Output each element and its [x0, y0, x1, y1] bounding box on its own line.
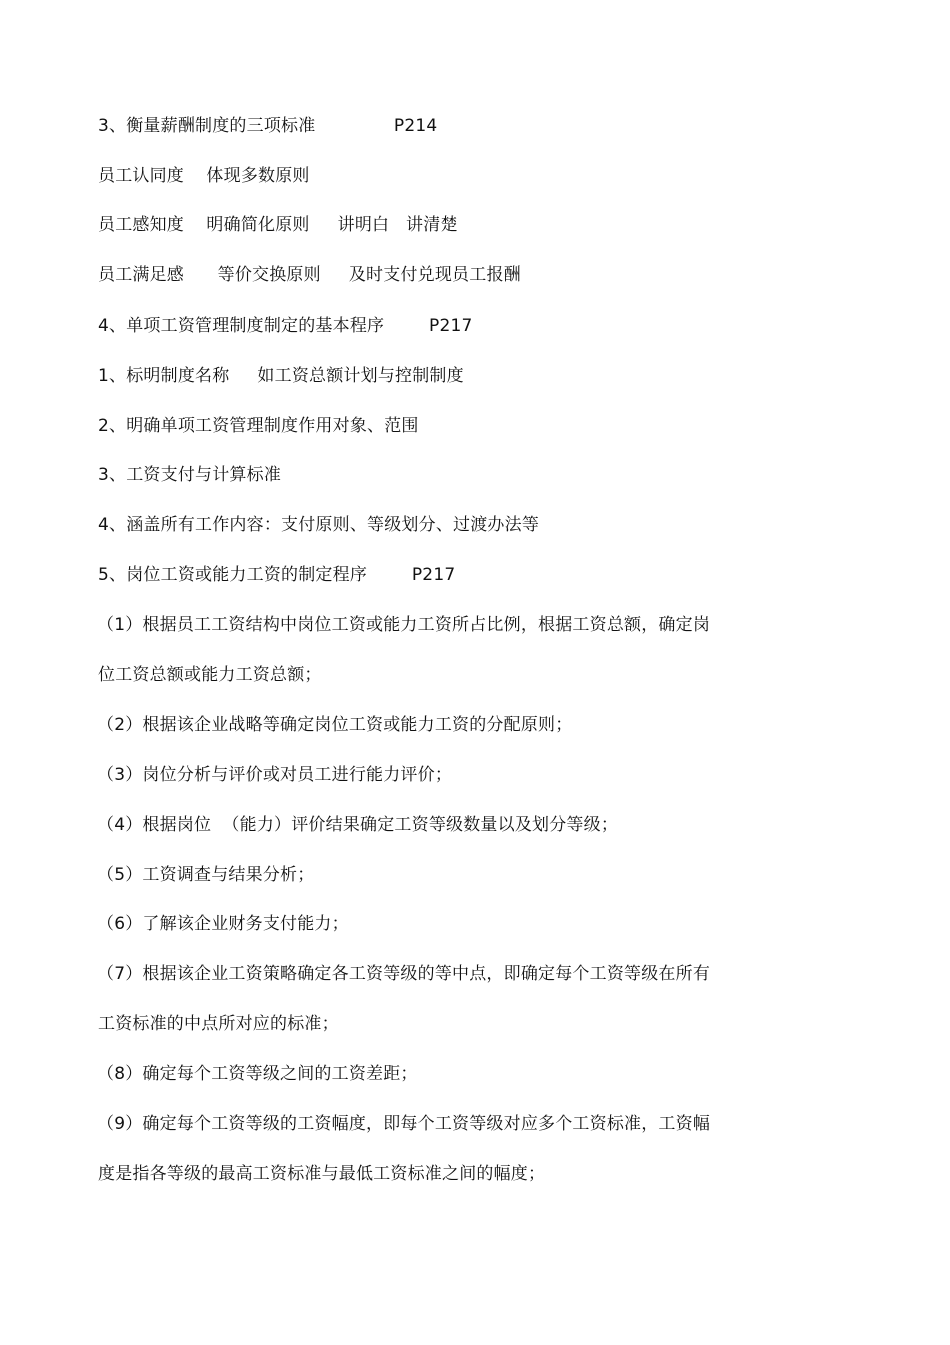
text-line: 员工满足感 等价交换原则 及时支付兑现员工报酬	[98, 265, 521, 285]
heading-position-wage-procedure: 5、岗位工资或能力工资的制定程序 P217	[98, 565, 456, 585]
heading-salary-system-criteria: 3、衡量薪酬制度的三项标准 P214	[98, 116, 438, 136]
list-item: （8）确定每个工资等级之间的工资差距；	[97, 1064, 418, 1084]
list-item: 4、涵盖所有工作内容：支付原则、等级划分、过渡办法等	[98, 515, 540, 535]
list-item: （1）根据员工工资结构中岗位工资或能力工资所占比例，根据工资总额，确定岗	[97, 615, 711, 635]
list-item: （9）确定每个工资等级的工资幅度，即每个工资等级对应多个工资标准，工资幅	[97, 1114, 711, 1134]
text-line: 员工认同度 体现多数原则	[98, 166, 310, 186]
list-item: （3）岗位分析与评价或对员工进行能力评价；	[97, 765, 453, 785]
list-item: （4）根据岗位 （能力）评价结果确定工资等级数量以及划分等级；	[97, 815, 619, 835]
list-item: （7）根据该企业工资策略确定各工资等级的等中点，即确定每个工资等级在所有	[97, 964, 711, 984]
list-item-continuation: 位工资总额或能力工资总额；	[98, 665, 322, 685]
list-item: 3、工资支付与计算标准	[98, 465, 282, 485]
list-item-continuation: 度是指各等级的最高工资标准与最低工资标准之间的幅度；	[98, 1164, 546, 1184]
list-item: （5）工资调查与结果分析；	[97, 865, 315, 885]
list-item: （6）了解该企业财务支付能力；	[97, 914, 349, 934]
text-line: 员工感知度 明确简化原则 讲明白 讲清楚	[98, 215, 458, 235]
list-item-continuation: 工资标准的中点所对应的标准；	[98, 1014, 339, 1034]
heading-wage-management-procedure: 4、单项工资管理制度制定的基本程序 P217	[98, 316, 473, 336]
list-item: 1、标明制度名称 如工资总额计划与控制制度	[98, 366, 464, 386]
list-item: 2、明确单项工资管理制度作用对象、范围	[98, 416, 419, 436]
list-item: （2）根据该企业战略等确定岗位工资或能力工资的分配原则；	[97, 715, 573, 735]
